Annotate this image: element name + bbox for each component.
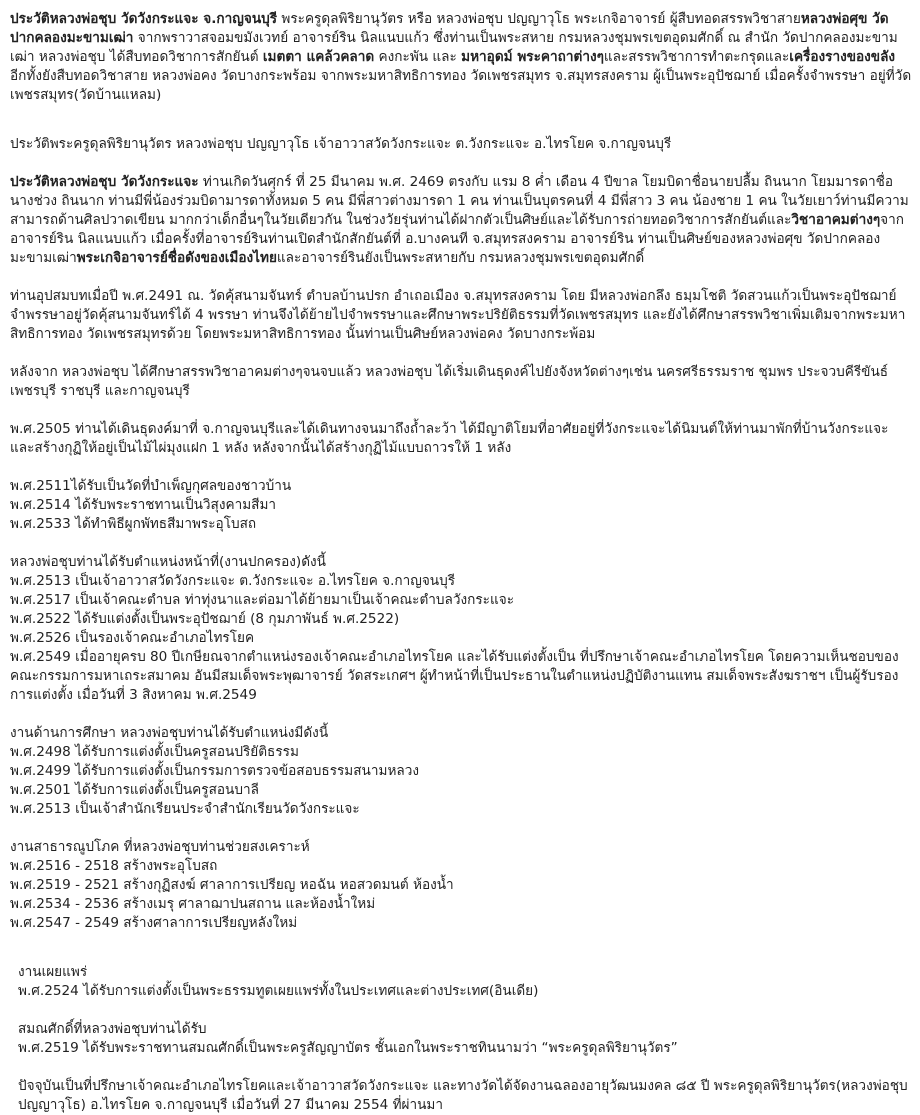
bio-title: ประวัติหลวงพ่อชุบ วัดวังกระแจะ [10, 174, 199, 190]
list-item: พ.ศ.2549 เมื่ออายุครบ 80 ปีเกษียณจากตำแหน่งรองเจ้าคณะอำเภอไทรโยค และได้รับแต่งตั้งเป็น ที่ปรึกษาเจ้าคณะอำเภอไทรโยค โดยความเห็นชอบของคณะกรรมการมหาเถระสมาคม อันมีสมเด็จพระพุฒาจารย์ วัดสระเกศฯ ผู้ทำหน้าที่เป็นประธานในตำแหน่งปฏิบัติงานแทน สมเด็จพระสังฆราชฯ เป็นผู้รับรองการแต่งตั้ง เมื่อวันที่ 3 สิงหาคม พ.ศ.2549 [10, 649, 899, 703]
intro-highlight-3: มหาอุดม์ พระคาถาต่างๆ [461, 49, 604, 65]
intro-text-1: พระครูดุลพิริยานุวัตร หรือ หลวงพ่อชุบ ปญญาวุโธ พระเกจิอาจารย์ ผู้สืบทอดสรรพวิชาสาย [277, 11, 801, 27]
dissemination-heading: งานเผยแพร่ [18, 964, 88, 980]
list-item: พ.ศ.2517 เป็นเจ้าคณะตำบล ท่าทุ่งนาและต่อมาได้ย้ายมาเป็นเจ้าคณะตำบลวังกระแจะ [10, 592, 514, 608]
list-item: พ.ศ.2513 เป็นเจ้าสำนักเรียนประจำสำนักเรียนวัดวังกระแจะ [10, 801, 360, 817]
tudong-paragraph: หลังจาก หลวงพ่อชุบ ได้ศึกษาสรรพวิชาอาคมต่างๆจนจบแล้ว หลวงพ่อชุบ ได้เริ่มเดินธุดงค์ไปยังจังหวัดต่างๆเช่น นครศรีธรรมราช ชุมพร ประจวบคีรีขันธ์ เพชรบุรี ราชบุรี และกาญจนบุรี [10, 364, 889, 399]
list-item: พ.ศ.2547 - 2549 สร้างศาลาการเปรียญหลังใหม่ [10, 915, 298, 931]
admin-heading: หลวงพ่อชุบท่านได้รับตำแหน่งหน้าที่(งานปกครอง)ดังนี้ [10, 554, 326, 570]
list-item: พ.ศ.2513 เป็นเจ้าอาวาสวัดวังกระแจะ ต.วังกระแจะ อ.ไทรโยค จ.กาญจนบุรี [10, 573, 456, 589]
rank-heading: สมณศักดิ์ที่หลวงพ่อชุบท่านได้รับ [18, 1021, 207, 1037]
section-title: ประวัติพระครูดุลพิริยานุวัตร หลวงพ่อชุบ ปญญาวุโธ เจ้าอาวาสวัดวังกระแจะ ต.วังกระแจะ อ.ไทรโยค จ.กาญจนบุรี [10, 136, 672, 152]
intro-highlight-2: เมตตา แคล้วคลาด [262, 49, 375, 65]
bio-text-2: จาก อาจารย์ริน นิลแนบแก้ว เมื่อครั้งที่อาจารย์รินท่านเปิดสำนักสักยันต์ที่ อ.บางคนที จ.สมุทรสงคราม อาจารย์ริน ท่านเป็นศิษย์ของหลวงพ่อศุข วัดปากคลองมะขามเฒ่า [10, 212, 905, 266]
intro-text-3: คงกะพัน และ [374, 49, 462, 65]
closing-paragraph: ปัจจุบันเป็นที่ปรึกษาเจ้าคณะอำเภอไทรโยคและเจ้าอาวาสวัดวังกระแจะ และทางวัดได้จัดงานฉลองอายุวัฒนมงคล ๘๕ ปี พระครูดุลพิริยานุวัตร(หลวงพ่อชุบ ปญญาวุโธ) อ.ไทรโยค จ.กาญจนบุรี เมื่อวันที่ 27 มีนาคม 2554 ที่ผ่านมา [18, 1078, 908, 1113]
education-section [10, 724, 912, 819]
dissemination-section [10, 963, 912, 1001]
bio-highlight-2: พระเกจิอาจารย์ชื่อดังของเมืองไทย [76, 250, 277, 266]
list-item: พ.ศ.2522 ได้รับแต่งตั้งเป็นพระอุปัชฌาย์ (8 กุมภาพันธ์ พ.ศ.2522) [10, 611, 400, 627]
intro-paragraph [10, 10, 912, 105]
public-works-section [10, 838, 912, 933]
list-item: พ.ศ.2498 ได้รับการแต่งตั้งเป็นครูสอนปริยัติธรรม [10, 744, 299, 760]
intro-text-5: อีกทั้งยังสืบทอดวิชาสาย หลวงพ่อคง วัดบางกระพร้อม จากพระมหาสิทธิการทอง วัดเพชรสมุทร จ.สมุทรสงคราม ผู้เป็นพระอุปัชฌาย์ เมื่อครั้งจำพรรษา อยู่ที่วัดเพชรสมุทร(วัดบ้านแหลม) [10, 68, 912, 103]
intro-text-4: และสรรพวิชาการทำตะกรุดและ [603, 49, 790, 65]
bio-paragraph [10, 173, 912, 268]
intro-text-2: จากพราวาสจอมขมังเวทย์ อาจารย์ริน นิลแนบแก้ว ซึ่งท่านเป็นพระสหาย กรมหลวงชุมพรเขตอุดมศักดิ์ ณ สำนัก วัดปากคลองมะขามเฒ่า หลวงพ่อชุบ ได้สืบทอดวิชาการสักยันต์ [10, 30, 898, 65]
list-item: พ.ศ.2516 - 2518 สร้างพระอุโบสถ [10, 858, 218, 874]
intro-highlight-1: หลวงพ่อศุข วัดปากคลองมะขามเฒ่า [10, 11, 889, 46]
list-item: พ.ศ.2533 ได้ทำพิธีผูกพัทธสีมาพระอุโบสถ [10, 516, 257, 532]
bio-text-3: และอาจารย์รินยังเป็นพระสหายกับ กรมหลวงชุมพรเขตอุดมศักดิ์ [276, 250, 645, 266]
list-item: พ.ศ.2534 - 2536 สร้างเมรุ ศาลาฌาปนสถาน และห้องน้ำใหม่ [10, 896, 376, 912]
education-heading: งานด้านการศึกษา หลวงพ่อชุบท่านได้รับตำแหน่งมีดังนี้ [10, 725, 329, 741]
intro-highlight-4: เครื่องรางของขลัง [789, 49, 896, 65]
list-item: พ.ศ.2526 เป็นรองเจ้าคณะอำเภอไทรโยค [10, 630, 255, 646]
admin-section [10, 553, 912, 705]
paragraph-2505: พ.ศ.2505 ท่านได้เดินธุดงค์มาที่ จ.กาญจนบุรีและได้เดินทางจนมาถึงถ้ำละว้า ได้มีญาติโยมที่อาศัยอยู่ที่วังกระแจะได้นิมนต์ให้ท่านมาพักที่บ้านวังกระแจะและสร้างกุฏิให้อยู่เป็นไม้ไผ่มุงแฝก 1 หลัง หลังจากนั้นได้สร้างกุฏิไม้แบบถาวรให้ 1 หลัง [10, 421, 889, 456]
bio-highlight-1: วิชาอาคมต่างๆ [791, 212, 881, 228]
public-works-heading: งานสาธารณูปโภค ที่หลวงพ่อชุบท่านช่วยสงเคราะห์ [10, 839, 310, 855]
list-item: พ.ศ.2519 - 2521 สร้างกุฏิสงฆ์ ศาลาการเปรียญ หอฉัน หอสวดมนต์ ห้องน้ำ [10, 877, 454, 893]
list-item: พ.ศ.2501 ได้รับการแต่งตั้งเป็นครูสอนบาลี [10, 782, 259, 798]
rank-section [10, 1020, 912, 1058]
bio-text-1: ท่านเกิดวันศุกร์ ที่ 25 มีนาคม พ.ศ. 2469 ตรงกับ แรม 8 ค่ำ เดือน 4 ปีขาล โยมบิดาชื่อนายปลื้ม ถินนาก โยมมารดาชื่อนางช่วง ถินนาก ท่านมีพี่น้องร่วมบิดามารดาทั้งหมด 5 คน มีพี่สาวต่างมารดา 1 คน ท่านเป็นบุตรคนที่ 4 มีพี่สาว 3 คน น้องชาย 1 คน ในวัยเยาว์ท่านมีความสามารถด้านศิลปวาดเขียน มากกว่าเด็กอื่นๆในวัยเดียวกัน ในช่วงวัยรุ่นท่านได้ฝากตัวเป็นศิษย์และได้รับการถ่ายทอดวิชาการสักยันต์และ [10, 174, 909, 228]
intro-title: ประวัติหลวงพ่อชุบ วัดวังกระแจะ จ.กาญจนบุรี [10, 11, 278, 27]
ordination-paragraph: ท่านอุปสมบทเมื่อปี พ.ศ.2491 ณ. วัดคุ้สนามจันทร์ ตำบลบ้านปรก อำเถอเมือง จ.สมุทรสงคราม โดย มีหลวงพ่อกลึง ธมฺมโชติ วัดสวนแก้วเป็นพระอุปัชฌาย์ จำพรรษาอยู่วัดคุ้สนามจันทร์ได้ 4 พรรษา ท่านจึงได้ย้ายไปจำพรรษาและศึกษาพระปริยัติธรรมที่วัดเพชรสมุทร และยังได้ศึกษาสรรพวิชาเพิ่มเติมจากพระมหาสิทธิการทอง วัดเพชรสมุทรด้วย โดยพระมหาสิทธิการทอง นั้นท่านเป็นศิษย์หลวงพ่อคง วัดบางกระพ้อม [10, 288, 906, 342]
list-item: พ.ศ.2514 ได้รับพระราชทานเป็นวิสุงคามสีมา [10, 497, 277, 513]
list-item: พ.ศ.2511ได้รับเป็นวัดที่บำเพ็ญกุศลของชาวบ้าน [10, 478, 292, 494]
milestones-list [10, 477, 912, 534]
list-item: พ.ศ.2519 ได้รับพระราชทานสมณศักดิ์เป็นพระครูสัญญาบัตร ชั้นเอกในพระราชทินนามว่า “พระครูดุลพิริยานุวัตร” [18, 1040, 678, 1056]
list-item: พ.ศ.2524 ได้รับการแต่งตั้งเป็นพระธรรมทูตเผยแพร่ทั้งในประเทศและต่างประเทศ(อินเดีย) [18, 983, 539, 999]
list-item: พ.ศ.2499 ได้รับการแต่งตั้งเป็นกรรมการตรวจข้อสอบธรรมสนามหลวง [10, 763, 420, 779]
